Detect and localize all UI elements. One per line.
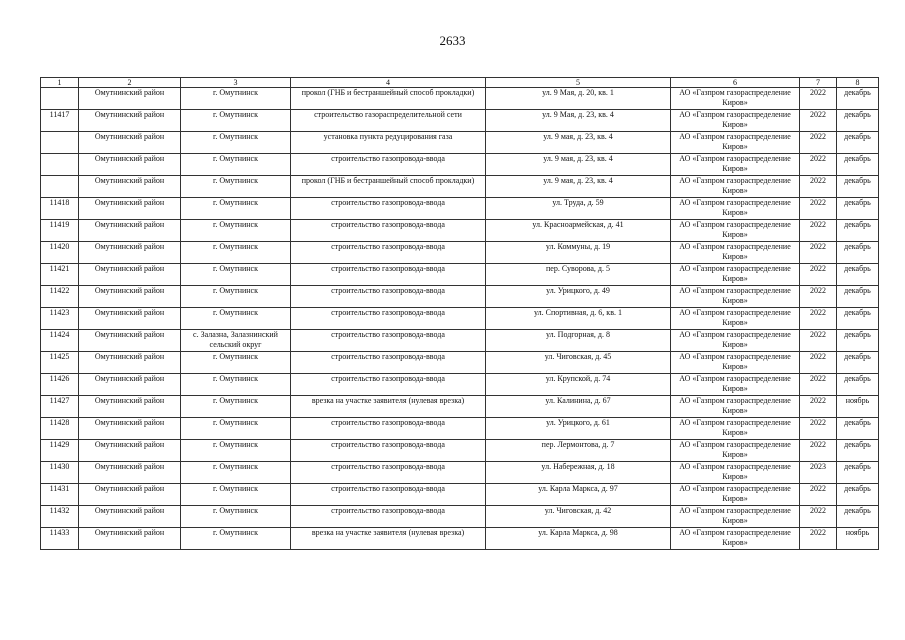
cell-district: Омутнинский район: [79, 506, 181, 528]
cell-settlement: г. Омутнинск: [181, 308, 291, 330]
cell-year: 2022: [800, 506, 837, 528]
cell-month: декабрь: [837, 242, 879, 264]
table-row: [41, 198, 879, 220]
cell-settlement: г. Омутнинск: [181, 220, 291, 242]
cell-work-type: строительство газопровода-ввода: [291, 220, 486, 242]
cell-number: [41, 154, 79, 176]
cell-year: 2022: [800, 220, 837, 242]
cell-year: 2022: [800, 198, 837, 220]
cell-settlement: г. Омутнинск: [181, 352, 291, 374]
cell-address: ул. Спортивная, д. 6, кв. 1: [486, 308, 671, 330]
cell-work-type: строительство газопровода-ввода: [291, 154, 486, 176]
cell-district: Омутнинский район: [79, 154, 181, 176]
cell-year: 2022: [800, 330, 837, 352]
cell-year: 2022: [800, 176, 837, 198]
cell-owner: АО «Газпром газораспределение Киров»: [671, 308, 800, 330]
cell-month: декабрь: [837, 330, 879, 352]
cell-number: [41, 132, 79, 154]
cell-address: ул. 9 Мая, д. 20, кв. 1: [486, 88, 671, 110]
cell-address: ул. Крупской, д. 74: [486, 374, 671, 396]
cell-district: Омутнинский район: [79, 220, 181, 242]
table-row: [41, 154, 879, 176]
cell-settlement: г. Омутнинск: [181, 286, 291, 308]
cell-work-type: строительство газопровода-ввода: [291, 462, 486, 484]
cell-year: 2022: [800, 440, 837, 462]
cell-settlement: г. Омутнинск: [181, 396, 291, 418]
cell-district: Омутнинский район: [79, 374, 181, 396]
column-number: 7: [800, 78, 837, 88]
cell-month: декабрь: [837, 154, 879, 176]
cell-work-type: строительство газопровода-ввода: [291, 264, 486, 286]
cell-district: Омутнинский район: [79, 484, 181, 506]
cell-address: ул. Карла Маркса, д. 98: [486, 528, 671, 550]
cell-district: Омутнинский район: [79, 462, 181, 484]
cell-work-type: врезка на участке заявителя (нулевая врезка): [291, 528, 486, 550]
cell-settlement: г. Омутнинск: [181, 154, 291, 176]
cell-month: декабрь: [837, 484, 879, 506]
cell-year: 2022: [800, 286, 837, 308]
cell-year: 2022: [800, 528, 837, 550]
cell-work-type: строительство газопровода-ввода: [291, 198, 486, 220]
cell-owner: АО «Газпром газораспределение Киров»: [671, 352, 800, 374]
cell-settlement: г. Омутнинск: [181, 506, 291, 528]
table-row: [41, 88, 879, 110]
cell-address: ул. Набережная, д. 18: [486, 462, 671, 484]
cell-year: 2022: [800, 484, 837, 506]
table-row: [41, 176, 879, 198]
table-row: [41, 418, 879, 440]
cell-settlement: г. Омутнинск: [181, 264, 291, 286]
cell-address: ул. Красноармейская, д. 41: [486, 220, 671, 242]
cell-owner: АО «Газпром газораспределение Киров»: [671, 198, 800, 220]
cell-address: ул. 9 мая, д. 23, кв. 4: [486, 132, 671, 154]
cell-month: декабрь: [837, 264, 879, 286]
cell-district: Омутнинский район: [79, 418, 181, 440]
cell-work-type: строительство газопровода-ввода: [291, 308, 486, 330]
cell-address: пер. Лермонтова, д. 7: [486, 440, 671, 462]
cell-address: ул. Труда, д. 59: [486, 198, 671, 220]
page-number: 2633: [439, 33, 466, 48]
cell-work-type: строительство газопровода-ввода: [291, 286, 486, 308]
cell-settlement: г. Омутнинск: [181, 374, 291, 396]
cell-month: декабрь: [837, 352, 879, 374]
cell-month: декабрь: [837, 440, 879, 462]
cell-number: [41, 176, 79, 198]
cell-address: ул. Чиговская, д. 42: [486, 506, 671, 528]
cell-number: 11433: [41, 528, 79, 550]
table-row: [41, 484, 879, 506]
cell-month: декабрь: [837, 462, 879, 484]
cell-year: 2022: [800, 154, 837, 176]
cell-owner: АО «Газпром газораспределение Киров»: [671, 154, 800, 176]
cell-work-type: установка пункта редуцирования газа: [291, 132, 486, 154]
cell-number: 11427: [41, 396, 79, 418]
column-number: 4: [291, 78, 486, 88]
cell-owner: АО «Газпром газораспределение Киров»: [671, 330, 800, 352]
table-row: [41, 132, 879, 154]
table-row: [41, 286, 879, 308]
cell-settlement: г. Омутнинск: [181, 198, 291, 220]
cell-settlement: г. Омутнинск: [181, 484, 291, 506]
cell-owner: АО «Газпром газораспределение Киров»: [671, 176, 800, 198]
cell-work-type: строительство газопровода-ввода: [291, 374, 486, 396]
cell-number: 11419: [41, 220, 79, 242]
cell-address: ул. Коммуны, д. 19: [486, 242, 671, 264]
table-row: [41, 220, 879, 242]
table-row: [41, 110, 879, 132]
cell-number: 11431: [41, 484, 79, 506]
cell-address: пер. Суворова, д. 5: [486, 264, 671, 286]
cell-number: 11423: [41, 308, 79, 330]
cell-settlement: г. Омутнинск: [181, 440, 291, 462]
cell-district: Омутнинский район: [79, 308, 181, 330]
cell-address: ул. Чиговская, д. 45: [486, 352, 671, 374]
cell-district: Омутнинский район: [79, 330, 181, 352]
column-number: 8: [837, 78, 879, 88]
cell-district: Омутнинский район: [79, 286, 181, 308]
table-row: [41, 352, 879, 374]
cell-district: Омутнинский район: [79, 440, 181, 462]
cell-number: 11424: [41, 330, 79, 352]
cell-owner: АО «Газпром газораспределение Киров»: [671, 484, 800, 506]
column-number: 5: [486, 78, 671, 88]
cell-year: 2022: [800, 418, 837, 440]
cell-address: ул. 9 мая, д. 23, кв. 4: [486, 176, 671, 198]
cell-address: ул. 9 Мая, д. 23, кв. 4: [486, 110, 671, 132]
cell-number: 11432: [41, 506, 79, 528]
cell-month: декабрь: [837, 374, 879, 396]
cell-month: декабрь: [837, 506, 879, 528]
cell-month: декабрь: [837, 286, 879, 308]
cell-district: Омутнинский район: [79, 110, 181, 132]
cell-work-type: строительство газопровода-ввода: [291, 242, 486, 264]
cell-address: ул. Урицкого, д. 49: [486, 286, 671, 308]
cell-number: 11429: [41, 440, 79, 462]
column-number-row: [41, 78, 879, 88]
cell-settlement: г. Омутнинск: [181, 176, 291, 198]
cell-year: 2022: [800, 396, 837, 418]
cell-number: 11418: [41, 198, 79, 220]
cell-work-type: строительство газопровода-ввода: [291, 440, 486, 462]
cell-year: 2023: [800, 462, 837, 484]
cell-number: 11420: [41, 242, 79, 264]
cell-district: Омутнинский район: [79, 88, 181, 110]
cell-address: ул. Урицкого, д. 61: [486, 418, 671, 440]
cell-owner: АО «Газпром газораспределение Киров»: [671, 242, 800, 264]
cell-year: 2022: [800, 132, 837, 154]
cell-settlement: г. Омутнинск: [181, 242, 291, 264]
table-row: [41, 308, 879, 330]
column-number: 6: [671, 78, 800, 88]
table-row: [41, 462, 879, 484]
cell-work-type: строительство газораспределительной сети: [291, 110, 486, 132]
table-row: [41, 330, 879, 352]
cell-month: декабрь: [837, 176, 879, 198]
cell-owner: АО «Газпром газораспределение Киров»: [671, 440, 800, 462]
cell-district: Омутнинский район: [79, 132, 181, 154]
cell-month: декабрь: [837, 308, 879, 330]
cell-month: декабрь: [837, 132, 879, 154]
cell-owner: АО «Газпром газораспределение Киров»: [671, 132, 800, 154]
cell-owner: АО «Газпром газораспределение Киров»: [671, 88, 800, 110]
cell-year: 2022: [800, 264, 837, 286]
cell-work-type: прокол (ГНБ и бестраншейный способ прокладки): [291, 176, 486, 198]
cell-owner: АО «Газпром газораспределение Киров»: [671, 418, 800, 440]
cell-owner: АО «Газпром газораспределение Киров»: [671, 462, 800, 484]
table-row: [41, 374, 879, 396]
cell-month: декабрь: [837, 220, 879, 242]
column-number: 2: [79, 78, 181, 88]
cell-work-type: строительство газопровода-ввода: [291, 506, 486, 528]
cell-number: 11430: [41, 462, 79, 484]
cell-settlement: г. Омутнинск: [181, 528, 291, 550]
cell-number: 11421: [41, 264, 79, 286]
cell-month: декабрь: [837, 88, 879, 110]
cell-month: ноябрь: [837, 528, 879, 550]
table-row: [41, 242, 879, 264]
cell-month: декабрь: [837, 198, 879, 220]
cell-work-type: прокол (ГНБ и бестраншейный способ прокладки): [291, 88, 486, 110]
cell-work-type: строительство газопровода-ввода: [291, 484, 486, 506]
cell-month: декабрь: [837, 110, 879, 132]
cell-year: 2022: [800, 352, 837, 374]
table-row: [41, 440, 879, 462]
cell-district: Омутнинский район: [79, 242, 181, 264]
cell-owner: АО «Газпром газораспределение Киров»: [671, 374, 800, 396]
cell-settlement: с. Залазна, Залазнинский сельский округ: [181, 330, 291, 352]
cell-settlement: г. Омутнинск: [181, 110, 291, 132]
cell-year: 2022: [800, 88, 837, 110]
cell-settlement: г. Омутнинск: [181, 88, 291, 110]
cell-district: Омутнинский район: [79, 528, 181, 550]
cell-work-type: строительство газопровода-ввода: [291, 330, 486, 352]
cell-owner: АО «Газпром газораспределение Киров»: [671, 220, 800, 242]
table-row: [41, 396, 879, 418]
cell-year: 2022: [800, 110, 837, 132]
cell-address: ул. Карла Маркса, д. 97: [486, 484, 671, 506]
cell-work-type: строительство газопровода-ввода: [291, 352, 486, 374]
cell-owner: АО «Газпром газораспределение Киров»: [671, 110, 800, 132]
cell-owner: АО «Газпром газораспределение Киров»: [671, 264, 800, 286]
cell-owner: АО «Газпром газораспределение Киров»: [671, 396, 800, 418]
column-number: 1: [41, 78, 79, 88]
cell-district: Омутнинский район: [79, 176, 181, 198]
cell-owner: АО «Газпром газораспределение Киров»: [671, 286, 800, 308]
cell-number: 11426: [41, 374, 79, 396]
registry-table: [40, 77, 879, 550]
cell-work-type: строительство газопровода-ввода: [291, 418, 486, 440]
column-number: 3: [181, 78, 291, 88]
cell-number: 11425: [41, 352, 79, 374]
cell-settlement: г. Омутнинск: [181, 132, 291, 154]
cell-owner: АО «Газпром газораспределение Киров»: [671, 528, 800, 550]
cell-number: 11417: [41, 110, 79, 132]
cell-district: Омутнинский район: [79, 198, 181, 220]
table-row: [41, 506, 879, 528]
cell-district: Омутнинский район: [79, 264, 181, 286]
cell-number: [41, 88, 79, 110]
cell-work-type: врезка на участке заявителя (нулевая врезка): [291, 396, 486, 418]
cell-district: Омутнинский район: [79, 396, 181, 418]
cell-district: Омутнинский район: [79, 352, 181, 374]
cell-month: ноябрь: [837, 396, 879, 418]
table-row: [41, 528, 879, 550]
cell-month: декабрь: [837, 418, 879, 440]
cell-year: 2022: [800, 242, 837, 264]
cell-address: ул. 9 мая, д. 23, кв. 4: [486, 154, 671, 176]
cell-settlement: г. Омутнинск: [181, 418, 291, 440]
cell-year: 2022: [800, 308, 837, 330]
cell-address: ул. Подгорная, д. 8: [486, 330, 671, 352]
cell-number: 11428: [41, 418, 79, 440]
cell-address: ул. Калинина, д. 67: [486, 396, 671, 418]
cell-number: 11422: [41, 286, 79, 308]
table-body: [41, 78, 879, 550]
cell-settlement: г. Омутнинск: [181, 462, 291, 484]
cell-year: 2022: [800, 374, 837, 396]
cell-owner: АО «Газпром газораспределение Киров»: [671, 506, 800, 528]
table-row: [41, 264, 879, 286]
